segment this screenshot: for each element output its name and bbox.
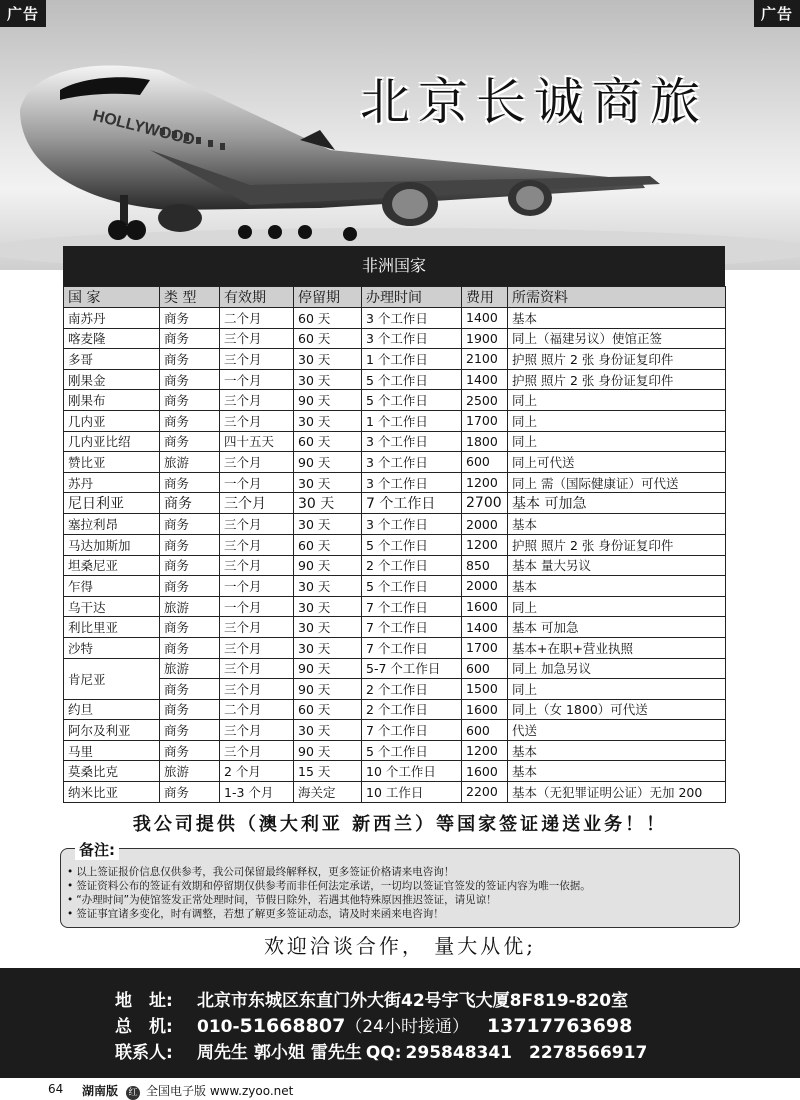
page-footer xyxy=(0,1078,800,1100)
address-text: 北京市东城区东直门外大街42号宇飞大厦8F819-820室 xyxy=(197,991,629,1011)
cell-type: 旅游 xyxy=(160,596,220,617)
cell-type: 商务 xyxy=(160,390,220,411)
phone-note: （24小时接通） xyxy=(345,1017,469,1037)
cell-validity: 三个月 xyxy=(220,410,294,431)
table-title: 非洲国家 xyxy=(63,246,725,286)
cell-processing: 7 个工作日 xyxy=(362,596,462,617)
table-row xyxy=(64,782,726,803)
cell-validity: 三个月 xyxy=(220,617,294,638)
header-type: 类 型 xyxy=(160,287,220,308)
cell-fee: 1800 xyxy=(462,431,508,452)
cell-stay: 30 天 xyxy=(294,637,362,658)
cell-validity: 一个月 xyxy=(220,472,294,493)
cell-country: 乌干达 xyxy=(64,596,160,617)
cell-fee: 1600 xyxy=(462,761,508,782)
cell-stay: 60 天 xyxy=(294,431,362,452)
cell-documents: 代送 xyxy=(508,720,726,741)
table-row xyxy=(64,720,726,741)
cell-validity: 2 个月 xyxy=(220,761,294,782)
cell-fee: 1700 xyxy=(462,410,508,431)
table-row xyxy=(64,493,726,514)
table-row xyxy=(64,761,726,782)
cell-processing: 7 个工作日 xyxy=(362,617,462,638)
table-row xyxy=(64,637,726,658)
cell-documents: 同上 xyxy=(508,596,726,617)
cell-validity: 三个月 xyxy=(220,328,294,349)
address-row xyxy=(115,986,628,1011)
cell-documents: 基本 xyxy=(508,761,726,782)
cell-fee: 850 xyxy=(462,555,508,576)
cell-country: 阿尔及利亚 xyxy=(64,720,160,741)
header-fee: 费用 xyxy=(462,287,508,308)
cell-type: 商务 xyxy=(160,555,220,576)
table-row xyxy=(64,576,726,597)
table-row xyxy=(64,596,726,617)
cell-validity: 1-3 个月 xyxy=(220,782,294,803)
edition-badge: 红 xyxy=(126,1086,140,1100)
cell-validity: 三个月 xyxy=(220,658,294,679)
cell-country: 几内亚比绍 xyxy=(64,431,160,452)
contact-label: 联系人: xyxy=(115,1043,173,1063)
table-row xyxy=(64,658,726,679)
visa-table xyxy=(63,286,726,803)
cell-documents: 同上可代送 xyxy=(508,452,726,473)
cell-validity: 四十五天 xyxy=(220,431,294,452)
cell-type: 商务 xyxy=(160,576,220,597)
cell-country: 莫桑比克 xyxy=(64,761,160,782)
table-row xyxy=(64,349,726,370)
cell-stay: 90 天 xyxy=(294,555,362,576)
cell-processing: 5-7 个工作日 xyxy=(362,658,462,679)
cell-stay: 60 天 xyxy=(294,308,362,329)
cell-validity: 三个月 xyxy=(220,452,294,473)
cell-documents: 基本+在职+营业执照 xyxy=(508,637,726,658)
cell-type: 商务 xyxy=(160,782,220,803)
cell-type: 商务 xyxy=(160,472,220,493)
cell-fee: 1400 xyxy=(462,308,508,329)
table-row xyxy=(64,514,726,535)
cell-stay: 60 天 xyxy=(294,328,362,349)
cell-validity: 三个月 xyxy=(220,637,294,658)
cell-stay: 30 天 xyxy=(294,410,362,431)
header-country: 国 家 xyxy=(64,287,160,308)
site-link[interactable]: 全国电子版 www.zyoo.net xyxy=(146,1084,294,1098)
cell-type: 商务 xyxy=(160,493,220,514)
cell-processing: 1 个工作日 xyxy=(362,349,462,370)
table-row xyxy=(64,452,726,473)
cell-country: 利比里亚 xyxy=(64,617,160,638)
cell-documents: 护照 照片 2 张 身份证复印件 xyxy=(508,349,726,370)
cell-fee: 1400 xyxy=(462,369,508,390)
cell-documents: 同上 xyxy=(508,410,726,431)
notes-list xyxy=(61,849,739,921)
cell-stay: 60 天 xyxy=(294,534,362,555)
cell-country: 塞拉利昂 xyxy=(64,514,160,535)
cell-type: 旅游 xyxy=(160,658,220,679)
cell-documents: 基本 xyxy=(508,514,726,535)
cell-fee: 600 xyxy=(462,720,508,741)
header-documents: 所需资料 xyxy=(508,287,726,308)
table-header-row xyxy=(64,287,726,308)
cell-documents: 护照 照片 2 张 身份证复印件 xyxy=(508,534,726,555)
cell-documents: 基本 可加急 xyxy=(508,617,726,638)
cell-stay: 30 天 xyxy=(294,596,362,617)
service-notice: 我公司提供（澳大利亚 新西兰）等国家签证递送业务！！ xyxy=(132,814,668,835)
cell-type: 商务 xyxy=(160,534,220,555)
note-item: • 签证资料公布的签证有效期和停留期仅供参考而非任何法定承诺，一切均以签证官签发的签证内容为唯一依据。 xyxy=(77,879,739,893)
cell-type: 商务 xyxy=(160,720,220,741)
cell-stay: 30 天 xyxy=(294,720,362,741)
cell-validity: 三个月 xyxy=(220,555,294,576)
header-stay: 停留期 xyxy=(294,287,362,308)
phone-row xyxy=(115,1012,632,1037)
table-row xyxy=(64,555,726,576)
cell-type: 商务 xyxy=(160,699,220,720)
cell-stay: 30 天 xyxy=(294,576,362,597)
cell-type: 商务 xyxy=(160,514,220,535)
cell-country: 南苏丹 xyxy=(64,308,160,329)
cell-country: 纳米比亚 xyxy=(64,782,160,803)
ad-label-right: 广告 xyxy=(754,0,800,27)
cell-documents: 同上（女 1800）可代送 xyxy=(508,699,726,720)
cell-country: 几内亚 xyxy=(64,410,160,431)
cell-country: 刚果金 xyxy=(64,369,160,390)
cell-country: 乍得 xyxy=(64,576,160,597)
cell-documents: 同上 xyxy=(508,431,726,452)
cell-stay: 海关定 xyxy=(294,782,362,803)
table-row xyxy=(64,534,726,555)
cell-fee: 1600 xyxy=(462,596,508,617)
notes-box xyxy=(60,841,740,928)
cell-fee: 2000 xyxy=(462,576,508,597)
notes-title: 备注: xyxy=(75,839,119,860)
cell-country: 马里 xyxy=(64,740,160,761)
cell-validity: 三个月 xyxy=(220,679,294,700)
cell-validity: 二个月 xyxy=(220,308,294,329)
cell-documents: 基本 xyxy=(508,740,726,761)
cell-processing: 5 个工作日 xyxy=(362,369,462,390)
cell-processing: 3 个工作日 xyxy=(362,431,462,452)
cell-processing: 3 个工作日 xyxy=(362,514,462,535)
cell-processing: 10 个工作日 xyxy=(362,761,462,782)
header-validity: 有效期 xyxy=(220,287,294,308)
cell-validity: 一个月 xyxy=(220,369,294,390)
cell-stay: 90 天 xyxy=(294,679,362,700)
note-item: • 签证事宜诸多变化，时有调整，若想了解更多签证动态，请及时来函来电咨询！ xyxy=(77,907,739,921)
cell-validity: 三个月 xyxy=(220,720,294,741)
cell-stay: 30 天 xyxy=(294,514,362,535)
table-body xyxy=(64,308,726,803)
cell-fee: 2500 xyxy=(462,390,508,411)
cell-processing: 3 个工作日 xyxy=(362,452,462,473)
cell-type: 商务 xyxy=(160,349,220,370)
contact-footer xyxy=(0,968,800,1078)
cell-country: 肯尼亚 xyxy=(64,658,160,699)
cell-documents: 同上 xyxy=(508,390,726,411)
table-row xyxy=(64,431,726,452)
cell-fee: 2700 xyxy=(462,493,508,514)
cell-validity: 三个月 xyxy=(220,740,294,761)
cell-fee: 600 xyxy=(462,452,508,473)
brand-title: 北京长诚商旅 xyxy=(360,73,708,131)
cell-processing: 3 个工作日 xyxy=(362,472,462,493)
cell-documents: 同上 xyxy=(508,679,726,700)
cell-type: 商务 xyxy=(160,308,220,329)
cell-validity: 三个月 xyxy=(220,534,294,555)
table-row xyxy=(64,740,726,761)
cell-type: 商务 xyxy=(160,679,220,700)
header-processing: 办理时间 xyxy=(362,287,462,308)
cell-type: 商务 xyxy=(160,740,220,761)
plane-livery-text: HOLLYWOOD xyxy=(91,107,197,150)
table-row xyxy=(64,617,726,638)
cell-stay: 30 天 xyxy=(294,472,362,493)
table-row xyxy=(64,369,726,390)
cell-documents: 同上（福建另议）使馆正签 xyxy=(508,328,726,349)
cell-validity: 一个月 xyxy=(220,596,294,617)
cell-country: 约旦 xyxy=(64,699,160,720)
cell-stay: 15 天 xyxy=(294,761,362,782)
edition-label: 湖南版 xyxy=(82,1084,119,1098)
mobile-number: 13717763698 xyxy=(486,1015,633,1037)
cell-processing: 2 个工作日 xyxy=(362,555,462,576)
cell-stay: 30 天 xyxy=(294,617,362,638)
cell-type: 旅游 xyxy=(160,452,220,473)
cell-documents: 护照 照片 2 张 身份证复印件 xyxy=(508,369,726,390)
cell-validity: 三个月 xyxy=(220,349,294,370)
cell-fee: 1200 xyxy=(462,472,508,493)
cell-stay: 90 天 xyxy=(294,658,362,679)
contact-names: 周先生 郭小姐 雷先生 xyxy=(197,1043,362,1063)
cell-country: 多哥 xyxy=(64,349,160,370)
cell-type: 商务 xyxy=(160,617,220,638)
cell-processing: 1 个工作日 xyxy=(362,410,462,431)
cell-fee: 1900 xyxy=(462,328,508,349)
cell-documents: 基本 量大另议 xyxy=(508,555,726,576)
airplane-illustration xyxy=(0,0,800,270)
note-item: • 以上签证报价信息仅供参考，我公司保留最终解释权，更多签证价格请来电咨询！ xyxy=(77,865,739,879)
cell-country: 坦桑尼亚 xyxy=(64,555,160,576)
cell-validity: 三个月 xyxy=(220,514,294,535)
qq-numbers: 295848341 2278566917 xyxy=(405,1043,648,1063)
cell-processing: 3 个工作日 xyxy=(362,328,462,349)
cell-type: 商务 xyxy=(160,328,220,349)
cell-validity: 二个月 xyxy=(220,699,294,720)
cell-documents: 基本 xyxy=(508,576,726,597)
cell-processing: 7 个工作日 xyxy=(362,493,462,514)
cell-validity: 三个月 xyxy=(220,493,294,514)
cell-processing: 10 工作日 xyxy=(362,782,462,803)
cell-country: 赞比亚 xyxy=(64,452,160,473)
table-row xyxy=(64,308,726,329)
cell-fee: 2000 xyxy=(462,514,508,535)
cell-fee: 1200 xyxy=(462,534,508,555)
address-label: 地 址: xyxy=(115,991,173,1011)
cell-country: 沙特 xyxy=(64,637,160,658)
note-item: • “办理时间”为使馆签发正常处理时间，节假日除外，若遇其他特殊原因推迟签证，请见谅！ xyxy=(77,893,739,907)
cell-validity: 三个月 xyxy=(220,390,294,411)
cell-stay: 90 天 xyxy=(294,740,362,761)
cell-fee: 1200 xyxy=(462,740,508,761)
cell-fee: 1700 xyxy=(462,637,508,658)
cell-country: 苏丹 xyxy=(64,472,160,493)
cell-validity: 一个月 xyxy=(220,576,294,597)
cell-stay: 30 天 xyxy=(294,493,362,514)
cell-processing: 5 个工作日 xyxy=(362,740,462,761)
cell-fee: 2200 xyxy=(462,782,508,803)
cell-processing: 7 个工作日 xyxy=(362,637,462,658)
cell-country: 刚果布 xyxy=(64,390,160,411)
cell-documents: 基本 可加急 xyxy=(508,493,726,514)
hero-banner xyxy=(0,0,800,270)
qq-label: QQ: xyxy=(365,1043,402,1063)
cell-processing: 2 个工作日 xyxy=(362,679,462,700)
table-row xyxy=(64,679,726,700)
page-number: 64 xyxy=(48,1082,64,1096)
cell-country: 马达加斯加 xyxy=(64,534,160,555)
cell-type: 旅游 xyxy=(160,761,220,782)
table-row xyxy=(64,472,726,493)
table-row xyxy=(64,328,726,349)
cell-country: 尼日利亚 xyxy=(64,493,160,514)
visa-price-table xyxy=(63,246,725,803)
contact-row xyxy=(115,1038,647,1063)
cell-fee: 1500 xyxy=(462,679,508,700)
cell-stay: 30 天 xyxy=(294,369,362,390)
cell-fee: 1600 xyxy=(462,699,508,720)
cell-stay: 30 天 xyxy=(294,349,362,370)
cell-type: 商务 xyxy=(160,431,220,452)
cell-documents: 基本（无犯罪证明公证）无加 200 xyxy=(508,782,726,803)
phone-label: 总 机: xyxy=(115,1017,173,1037)
table-row xyxy=(64,410,726,431)
cell-processing: 5 个工作日 xyxy=(362,576,462,597)
ad-label-left: 广告 xyxy=(0,0,46,27)
cell-type: 商务 xyxy=(160,410,220,431)
cell-fee: 600 xyxy=(462,658,508,679)
table-row xyxy=(64,390,726,411)
cell-documents: 同上 需（国际健康证）可代送 xyxy=(508,472,726,493)
welcome-slogan: 欢迎洽谈合作， 量大从优; xyxy=(263,934,537,958)
phone-number: 51668807 xyxy=(239,1015,346,1037)
table-row xyxy=(64,699,726,720)
cell-stay: 90 天 xyxy=(294,390,362,411)
cell-fee: 1400 xyxy=(462,617,508,638)
cell-processing: 3 个工作日 xyxy=(362,308,462,329)
phone-prefix: 010- xyxy=(197,1017,240,1037)
cell-type: 商务 xyxy=(160,637,220,658)
cell-processing: 5 个工作日 xyxy=(362,534,462,555)
cell-fee: 2100 xyxy=(462,349,508,370)
cell-processing: 7 个工作日 xyxy=(362,720,462,741)
cell-documents: 基本 xyxy=(508,308,726,329)
cell-processing: 2 个工作日 xyxy=(362,699,462,720)
cell-processing: 5 个工作日 xyxy=(362,390,462,411)
cell-stay: 90 天 xyxy=(294,452,362,473)
cell-stay: 60 天 xyxy=(294,699,362,720)
cell-country: 喀麦隆 xyxy=(64,328,160,349)
cell-documents: 同上 加急另议 xyxy=(508,658,726,679)
cell-type: 商务 xyxy=(160,369,220,390)
